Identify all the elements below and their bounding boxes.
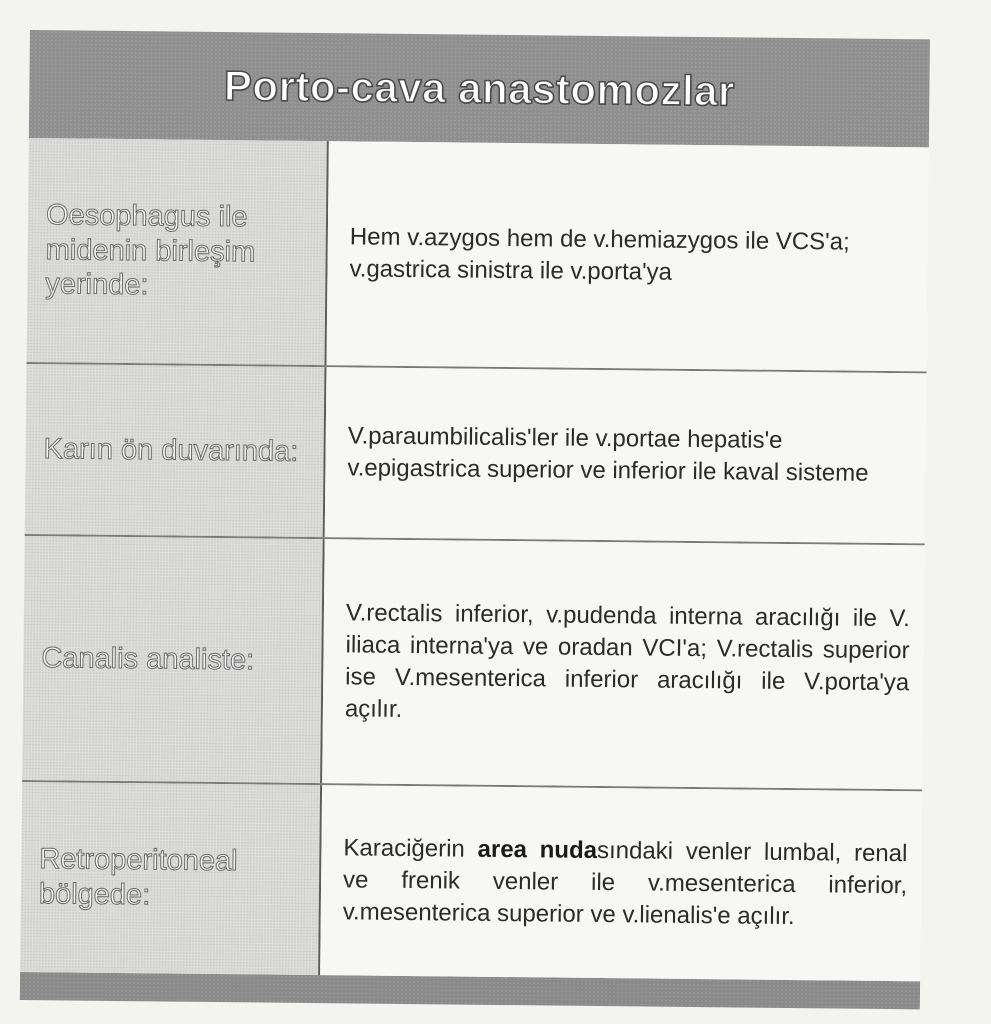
row-description: Hem v.azygos hem de v.hemiazygos ile VCS'a; v.gastrica sinistra ile v.porta'ya <box>349 223 850 286</box>
row-description-cell <box>325 367 927 543</box>
row-description-bold-term: area nuda <box>477 835 598 865</box>
row-label: Canalis analiste: <box>41 641 255 676</box>
table-body <box>20 138 929 981</box>
table-row <box>20 780 922 981</box>
table-header <box>29 30 930 147</box>
row-description-cell <box>322 539 925 789</box>
table-row <box>25 362 927 543</box>
row-description-end: sındaki venler lumbal, renal ve frenik venler ile v.mesenterica inferior, v.mesenterica superior ve v.lienalis'e açılır. <box>342 837 908 931</box>
row-description-start: Karaciğerin <box>343 834 478 863</box>
table-row <box>27 138 929 371</box>
row-label: Retroperitoneal bölgede: <box>38 843 238 912</box>
table-row <box>22 534 925 789</box>
table-title: Porto-cava anastomozlar <box>223 62 736 115</box>
row-description-cell <box>320 785 922 981</box>
row-label-cell <box>20 782 322 975</box>
row-label: Karın ön duvarında: <box>43 432 299 468</box>
row-description-cell <box>327 141 929 371</box>
row-label-cell <box>22 536 325 783</box>
row-label-cell <box>25 364 327 537</box>
anastomosis-table <box>20 30 930 1009</box>
row-description: V.paraumbilicalis'ler ile v.portae hepatis'e v.epigastrica superior ve inferior ile kaval sisteme <box>347 422 869 487</box>
row-description: V.rectalis inferior, v.pudenda interna aracılığı ile V. iliaca interna'ya ve oradan VCI'a; V.rectalis superior ise V.mesenterica inferior aracılığı ile V.porta'ya açılır. <box>344 599 911 723</box>
row-description <box>343 832 908 934</box>
row-label-cell <box>27 138 329 365</box>
row-label: Oesophagus ile midenin birleşim yerinde: <box>45 198 256 302</box>
